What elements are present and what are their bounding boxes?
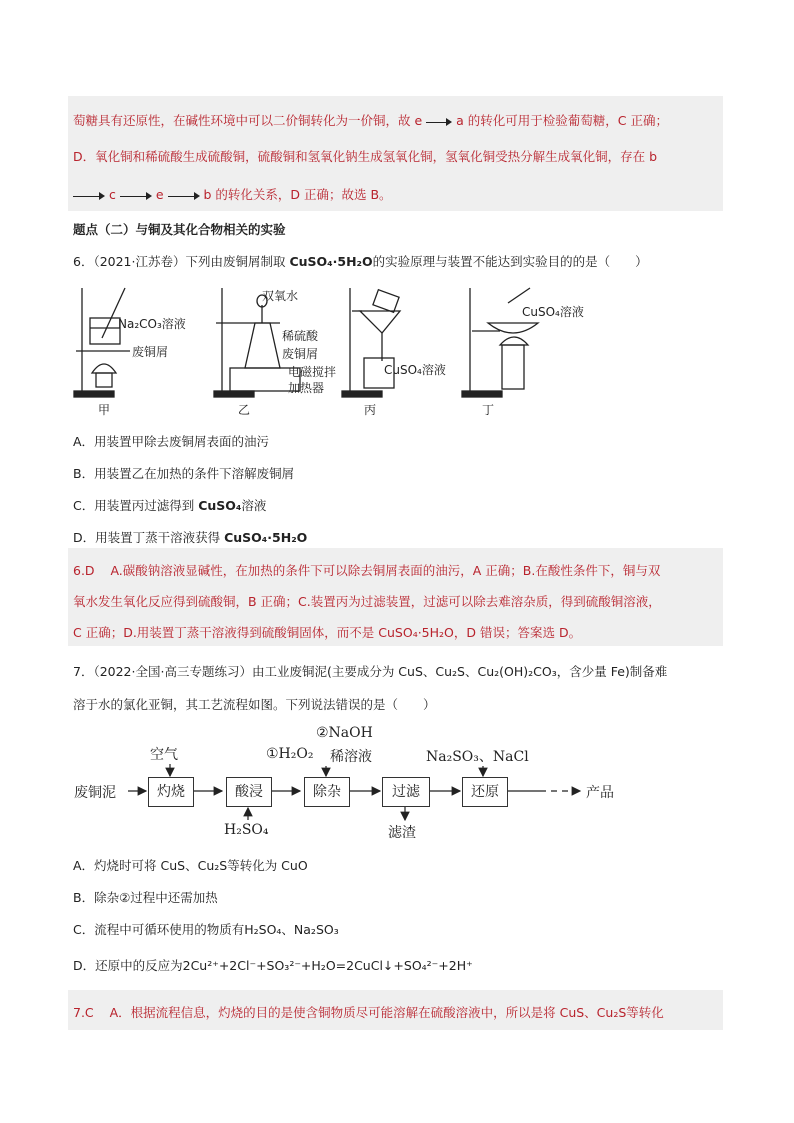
label-acid: 稀硫酸 (282, 329, 319, 343)
q6-answer-line-1: 6.D A.碳酸钠溶液显碱性，在加热的条件下可以除去铜屑表面的油污，A 正确；B.在酸性条件下，铜与双 (73, 563, 661, 578)
q7-stem-line-2: 溶于水的氯化亚铜，其工艺流程如图。下列说法错误的是（ ） (73, 697, 436, 712)
flow-reagent-3: Na₂SO₃、NaCl (426, 749, 529, 765)
caption-jia: 甲 (98, 403, 111, 417)
flow-end: 产品 (586, 785, 614, 801)
q6-answer-line-2: 氧水发生氧化反应得到硫酸铜，B 正确；C.装置丙为过滤装置，过滤可以除去难溶杂质，得到硫酸铜溶液， (73, 594, 661, 609)
label-na2co3: Na₂CO₃溶液 (118, 317, 186, 331)
flow-h2so4: H₂SO₄ (224, 822, 269, 838)
q6-option-d: D．用装置丁蒸干溶液获得 CuSO₄·5H₂O (73, 530, 308, 545)
section-title: 题点（二）与铜及其化合物相关的实验 (73, 222, 286, 237)
q6-answer-line-3: C 正确；D.用装置丁蒸干溶液得到硫酸铜固体，而不是 CuSO₄·5H₂O，D 错误；答案选 D。 (73, 625, 582, 640)
q6-option-a: A．用装置甲除去废铜屑表面的油污 (73, 434, 270, 449)
flow-step-roast: 灼烧 (148, 777, 194, 807)
q7-option-d: D．还原中的反应为2Cu²⁺+2Cl⁻+SO₃²⁻+H₂O=2CuCl↓+SO₄²⁻+2H⁺ (73, 958, 473, 973)
arrow-icon (426, 117, 452, 127)
flow-step-purify: 除杂 (304, 777, 350, 807)
flow-step-leach: 酸浸 (226, 777, 272, 807)
caption-yi: 乙 (238, 403, 251, 417)
label-scrap-jia: 废铜屑 (132, 345, 169, 359)
q7-option-b: B．除杂②过程中还需加热 (73, 890, 218, 905)
label-h2o2: 双氧水 (262, 289, 299, 303)
q7-option-c: C．流程中可循环使用的物质有H₂SO₄、Na₂SO₃ (73, 922, 339, 937)
label-heater: 加热器 (288, 381, 325, 395)
flow-air: 空气 (150, 747, 178, 763)
caption-bing: 丙 (364, 403, 377, 417)
flow-reagent-2a: ②NaOH (316, 725, 373, 741)
arrow-icon (168, 191, 200, 201)
flow-reagent-2b: 稀溶液 (330, 749, 372, 765)
label-bing-solution: CuSO₄溶液 (384, 363, 446, 377)
label-ding-solution: CuSO₄溶液 (522, 305, 584, 319)
flow-step-reduce: 还原 (462, 777, 508, 807)
apparatus-figure (70, 283, 610, 423)
q7-answer-line-1: 7.C A．根据流程信息，灼烧的目的是使含铜物质尽可能溶解在硫酸溶液中，所以是将 CuS、Cu₂S等转化 (73, 1005, 664, 1020)
q7-stem-line-1: 7．（2022·全国·高三专题练习）由工业废铜泥(主要成分为 CuS、Cu₂S、Cu₂(OH)₂CO₃，含少量 Fe)制备难 (73, 664, 668, 679)
answer-line-2: D．氧化铜和稀硫酸生成硫酸铜，硫酸铜和氢氧化钠生成氢氧化铜，氢氧化铜受热分解生成氧化铜，存在 b (73, 149, 658, 164)
q6-stem: 6．（2021·江苏卷）下列由废铜屑制取 CuSO₄·5H₂O的实验原理与装置不能达到实验目的的是（ ） (73, 254, 648, 269)
q7-option-a: A．灼烧时可将 CuS、Cu₂S等转化为 CuO (73, 858, 308, 873)
q6-option-b: B．用装置乙在加热的条件下溶解废铜屑 (73, 466, 295, 481)
arrow-icon (73, 191, 105, 201)
arrow-icon (120, 191, 152, 201)
flow-start: 废铜泥 (74, 785, 116, 801)
flow-residue: 滤渣 (388, 825, 416, 841)
q6-option-c: C．用装置丙过滤得到 CuSO₄溶液 (73, 498, 267, 513)
answer-line-1: 萄糖具有还原性，在碱性环境中可以二价铜转化为一价铜，故 e a 的转化可用于检验葡萄糖，C 正确； (73, 113, 668, 128)
flow-reagent-1: ①H₂O₂ (266, 746, 314, 762)
label-stir: 电磁搅拌 (288, 365, 337, 379)
answer-line-3: c e b 的转化关系，D 正确；故选 B。 (73, 185, 392, 203)
process-flowchart (70, 722, 650, 842)
flow-step-filter: 过滤 (382, 777, 430, 807)
caption-ding: 丁 (482, 403, 495, 417)
label-scrap-yi: 废铜屑 (282, 347, 319, 361)
